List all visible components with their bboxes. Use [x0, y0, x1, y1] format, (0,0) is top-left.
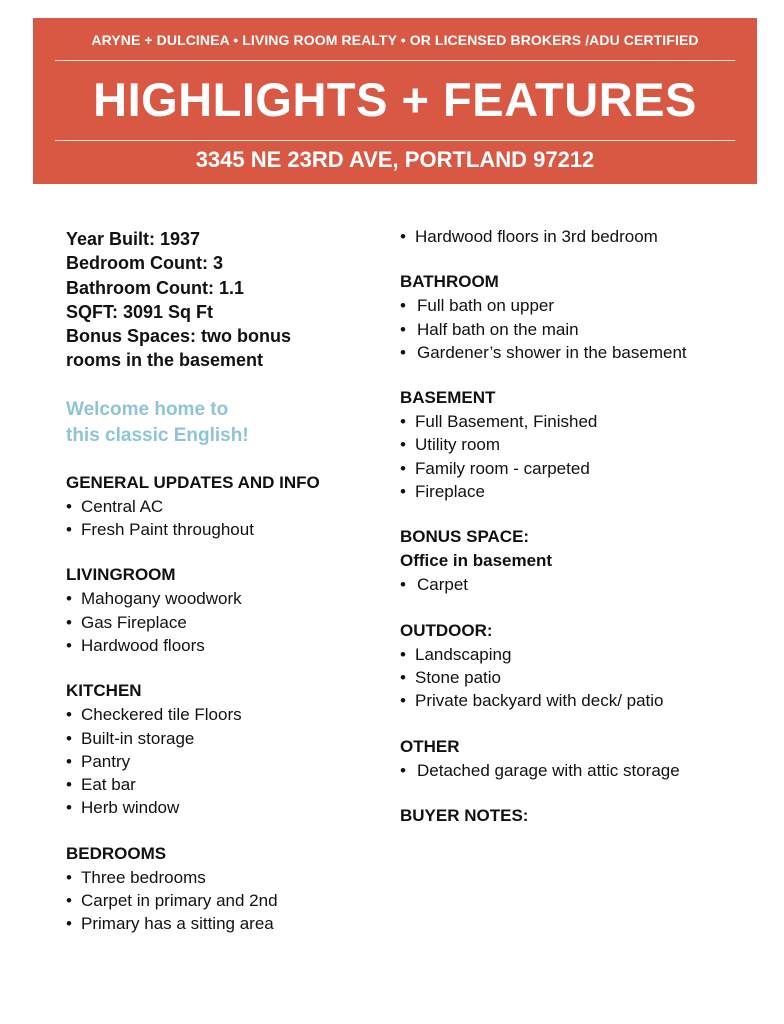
list-item: • Primary has a sitting area — [66, 912, 366, 935]
header-banner — [33, 18, 757, 184]
page-title: HIGHLIGHTS + FEATURES — [93, 73, 697, 126]
fact-bonus-spaces-cont: rooms in the basement — [66, 350, 264, 371]
property-facts — [66, 227, 366, 373]
left-column — [66, 227, 366, 936]
list-item: • Private backyard with deck/ patio — [400, 689, 730, 712]
welcome-line: Welcome home to — [66, 398, 229, 420]
list-item: • Checkered tile Floors — [66, 703, 366, 726]
fact-bonus-spaces: Bonus Spaces: two bonus — [66, 326, 292, 347]
section-general-updates — [66, 471, 366, 542]
section-heading: BATHROOM — [400, 272, 499, 292]
list-item: • Central AC — [66, 495, 366, 518]
list-item: • Gardener’s shower in the basement — [400, 341, 730, 364]
section-kitchen — [66, 679, 366, 819]
list-item: • Fresh Paint throughout — [66, 518, 366, 541]
header-divider-bottom — [55, 140, 735, 141]
list-item: • Detached garage with attic storage — [400, 759, 730, 782]
right-column — [400, 225, 730, 828]
list-item: • Pantry — [66, 750, 366, 773]
section-buyer-notes — [400, 804, 730, 828]
section-heading: LIVINGROOM — [66, 565, 176, 585]
fact-sqft: SQFT: 3091 Sq Ft — [66, 301, 214, 322]
section-heading: BEDROOMS — [66, 843, 167, 863]
section-heading: GENERAL UPDATES AND INFO — [66, 472, 320, 492]
section-outdoor — [400, 619, 730, 713]
welcome-line: this classic English! — [66, 424, 249, 446]
fact-bedroom-count: Bedroom Count: 3 — [66, 253, 223, 274]
section-bedrooms-continued — [400, 225, 730, 248]
section-heading: KITCHEN — [66, 681, 142, 701]
section-basement — [400, 386, 730, 503]
list-item: • Eat bar — [66, 773, 366, 796]
list-item: • Family room - carpeted — [400, 457, 730, 480]
brokers-line: ARYNE + DULCINEA • LIVING ROOM REALTY • OR LICENSED BROKERS /ADU CERTIFIED — [91, 32, 699, 48]
fact-bathroom-count: Bathroom Count: 1.1 — [66, 277, 244, 298]
list-item: • Half bath on the main — [400, 318, 730, 341]
list-item: • Herb window — [66, 796, 366, 819]
section-livingroom — [66, 563, 366, 657]
section-bonus-space — [400, 525, 730, 596]
list-item: • Landscaping — [400, 643, 730, 666]
property-address: 3345 NE 23RD AVE, PORTLAND 97212 — [195, 147, 595, 172]
list-item: • Built-in storage — [66, 727, 366, 750]
section-bathroom — [400, 270, 730, 364]
list-item: • Stone patio — [400, 666, 730, 689]
list-item: • Carpet in primary and 2nd — [66, 889, 366, 912]
list-item: • Utility room — [400, 433, 730, 456]
section-heading: OTHER — [400, 736, 460, 756]
list-item: • Full Basement, Finished — [400, 410, 730, 433]
header-divider-top — [55, 60, 735, 61]
list-item: • Three bedrooms — [66, 866, 366, 889]
fact-year-built: Year Built: 1937 — [66, 229, 201, 249]
section-heading: BONUS SPACE: — [400, 527, 530, 547]
section-heading: BASEMENT — [400, 388, 496, 408]
list-item: • Gas Fireplace — [66, 611, 366, 634]
list-item: • Hardwood floors — [66, 634, 366, 657]
section-heading: OUTDOOR: — [400, 620, 493, 640]
list-item: • Mahogany woodwork — [66, 587, 366, 610]
section-heading: BUYER NOTES: — [400, 805, 529, 825]
list-item: • Carpet — [400, 573, 730, 596]
welcome-tagline — [66, 397, 366, 449]
list-item: • Hardwood floors in 3rd bedroom — [400, 225, 730, 248]
list-item: • Full bath on upper — [400, 294, 730, 317]
section-subheading: Office in basement — [400, 551, 553, 571]
section-bedrooms — [66, 842, 366, 936]
list-item: • Fireplace — [400, 480, 730, 503]
section-other — [400, 735, 730, 782]
